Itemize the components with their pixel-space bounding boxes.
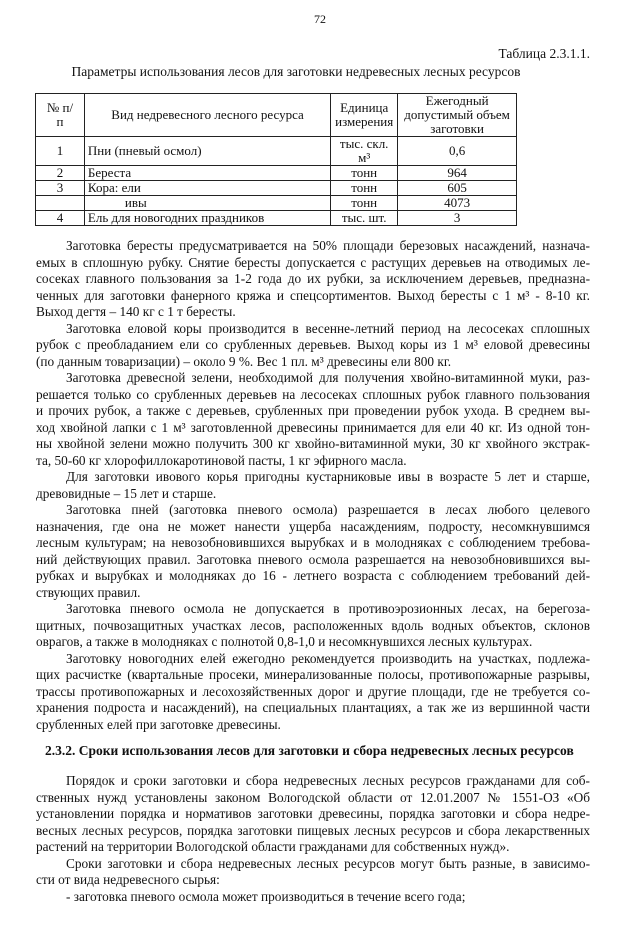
paragraph-line: ний действующих правил. Заготовка пневого осмола разрешается на невозобновившихся вы- <box>36 551 590 567</box>
row-unit: тонн <box>331 181 398 196</box>
paragraph-line: Заготовка еловой коры производится в весенне-летний период на лесосеках сплошных <box>66 320 590 336</box>
paragraph-line: назначения, где она не может нанести ущерба насаждениям, подросту, несомкнувшимся <box>36 518 590 534</box>
paragraph-line: ченных для заготовки фанерного кряжа и спецсортиментов. Выход бересты с 1 м³ - 8-10 кг. <box>36 287 590 303</box>
paragraph-line: рубках и вырубках и молодняках до 16 - летнего возраста с соблюдением требований дей- <box>36 568 590 583</box>
row-volume: 605 <box>398 181 517 196</box>
row-resource: Пни (пневый осмол) <box>84 137 330 166</box>
table-row <box>36 166 517 181</box>
table-header-row <box>36 94 517 137</box>
paragraph-line: и прочих рубок, а также с деревьев, срубленных при проведении рубок ухода. В среднем вы- <box>36 403 590 418</box>
paragraph-line: установлении порядка и нормативов заготовки древесины, порядка заготовки и сбора недре- <box>36 806 590 821</box>
paragraph-line: решается только со срубленных деревьев на лесосеках сплошных рубок главного пользования <box>36 386 590 402</box>
row-unit: тонн <box>331 196 398 211</box>
paragraph-line: ствующих правил. <box>36 584 141 600</box>
paragraph-line: емых в сплошную рубку. Снятие бересты допускается с растущих деревьев на отводимых ле- <box>36 254 590 270</box>
row-volume: 4073 <box>398 196 517 211</box>
paragraph-line: Заготовка пневого осмола не допускается в противоэрозионных лесах, на берегоза- <box>66 601 590 616</box>
resources-table <box>35 93 517 226</box>
table-row <box>36 181 517 196</box>
row-number: 1 <box>36 137 85 166</box>
paragraph-line: растений на территории Вологодской области гражданами для собственных нужд». <box>36 839 510 854</box>
row-resource: Кора: ели <box>84 181 330 196</box>
paragraph-line: сти от вида недревесного сырья: <box>36 872 220 887</box>
row-number: 3 <box>36 181 85 196</box>
section-heading: 2.3.2. Сроки использования лесов для заготовки и сбора недревесных лесных ресурсов <box>45 743 574 758</box>
table-row <box>36 137 517 166</box>
row-number: 2 <box>36 166 85 181</box>
row-unit: тыс. шт. <box>331 211 398 226</box>
paragraph-line: - заготовка пневого осмола может производиться в течение всего года; <box>66 888 466 904</box>
row-volume: 0,6 <box>398 137 517 166</box>
row-resource: ивы <box>84 196 330 211</box>
paragraph-line: трассы противопожарных и лесохозяйственных дорог и другие площади, где не требуется со- <box>36 683 590 699</box>
table-row <box>36 196 517 211</box>
paragraph-line: сосеках главного пользования за 1-2 года до их рубки, за исключением деревьев, предназна- <box>36 271 590 286</box>
paragraph-line: Заготовка древесной зелени, необходимой для получения хвойно-витаминной муки, раз- <box>66 370 590 385</box>
paragraph-line: та, 50-60 кг хлорофиллокаротиновой пасты, 1 кг эфирного масла. <box>36 452 407 468</box>
row-number: 4 <box>36 211 85 226</box>
paragraph-line: Порядок и сроки заготовки и сбора недревесных лесных ресурсов гражданами для соб- <box>66 773 590 788</box>
paragraph-line: весных лесных ресурсов, порядка заготовки пищевых лесных ресурсов и сбора лекарственных <box>36 822 590 838</box>
header-resource: Вид недревесного лесного ресурса <box>84 94 330 137</box>
paragraph-line: Для заготовки ивового корья пригодны кустарниковые ивы в возрасте 5 лет и старше, <box>66 469 590 484</box>
paragraph-line: Заготовка пней (заготовка пневого осмола) разрешается в лесах любого целевого <box>66 502 590 517</box>
paragraph-line: (по данным товаризации) – около 9 %. Вес 1 пл. м³ древесины ели 800 кг. <box>36 353 452 369</box>
row-volume: 3 <box>398 211 517 226</box>
row-unit: тонн <box>331 166 398 181</box>
paragraph-line: древовидные – 15 лет и старше. <box>36 485 217 501</box>
paragraph-line: Выход дегтя – 140 кг с 1 т бересты. <box>36 304 236 319</box>
row-resource: Ель для новогодних праздников <box>84 211 330 226</box>
row-volume: 964 <box>398 166 517 181</box>
table-title: Параметры использования лесов для заготовки недревесных лесных ресурсов <box>71 64 521 79</box>
paragraph-line: ход хвойной лапки с 1 м³ заготовленной древесины принимается для ели 40 кг. Из одной тон- <box>36 419 590 435</box>
paragraph-line: рубок с преобладанием ели со срубленных деревьев. Выход коры из 1 м³ еловой древесины <box>36 337 590 352</box>
paragraph-line: Заготовку новогодних елей ежегодно рекомендуется производить на участках, подлежа- <box>66 650 590 666</box>
paragraph-line: Сроки заготовки и сбора недревесных лесных ресурсов могут быть разные, в зависимо- <box>66 855 590 871</box>
row-unit: тыс. скл. м³ <box>331 137 398 166</box>
paragraph-line: оврагов, а также в молодняках с полнотой 0,8-1,0 и несомкнувшихся лесных культурах. <box>36 634 533 649</box>
body-text-1 <box>36 238 590 733</box>
paragraph-line: ны хвойной зелени можно получить 300 кг хвойно-витаминной муки, 30 кг хвойного экстрак- <box>36 436 590 451</box>
page-number: 72 <box>314 12 326 26</box>
table-row <box>36 211 517 226</box>
paragraph-line: лесным культурам; на невозобновившихся вырубках и в молодняках с соблюдением требова- <box>36 535 590 550</box>
paragraph-line: щитных, почвозащитных участках лесов, расположенных вдоль водных объектов, склонов <box>36 617 590 633</box>
paragraph-line: хранения подроста и насаждений), на специальных плантациях, а так же из вершинной части <box>36 700 590 715</box>
header-number: № п/п <box>36 94 85 137</box>
paragraph-line: ственных нужд установлены законом Вологодской области от 12.01.2007 № 1551-ОЗ «Об <box>36 789 590 805</box>
paragraph-line: щих расчистке (квартальные просеки, минерализованные полосы, противопожарные разрывы, <box>36 667 590 682</box>
row-resource: Береста <box>84 166 330 181</box>
paragraph-line: Заготовка бересты предусматривается на 50% площади березовых насаждений, назнача- <box>66 238 590 253</box>
header-volume: Ежегодный допустимый объем заготовки <box>398 94 517 137</box>
paragraph-line: срубленных елей при заготовке древесины. <box>36 716 281 732</box>
header-unit: Единица измерения <box>331 94 398 137</box>
row-number <box>36 196 85 211</box>
body-text-2 <box>36 773 590 905</box>
table-label: Таблица 2.3.1.1. <box>498 46 590 61</box>
